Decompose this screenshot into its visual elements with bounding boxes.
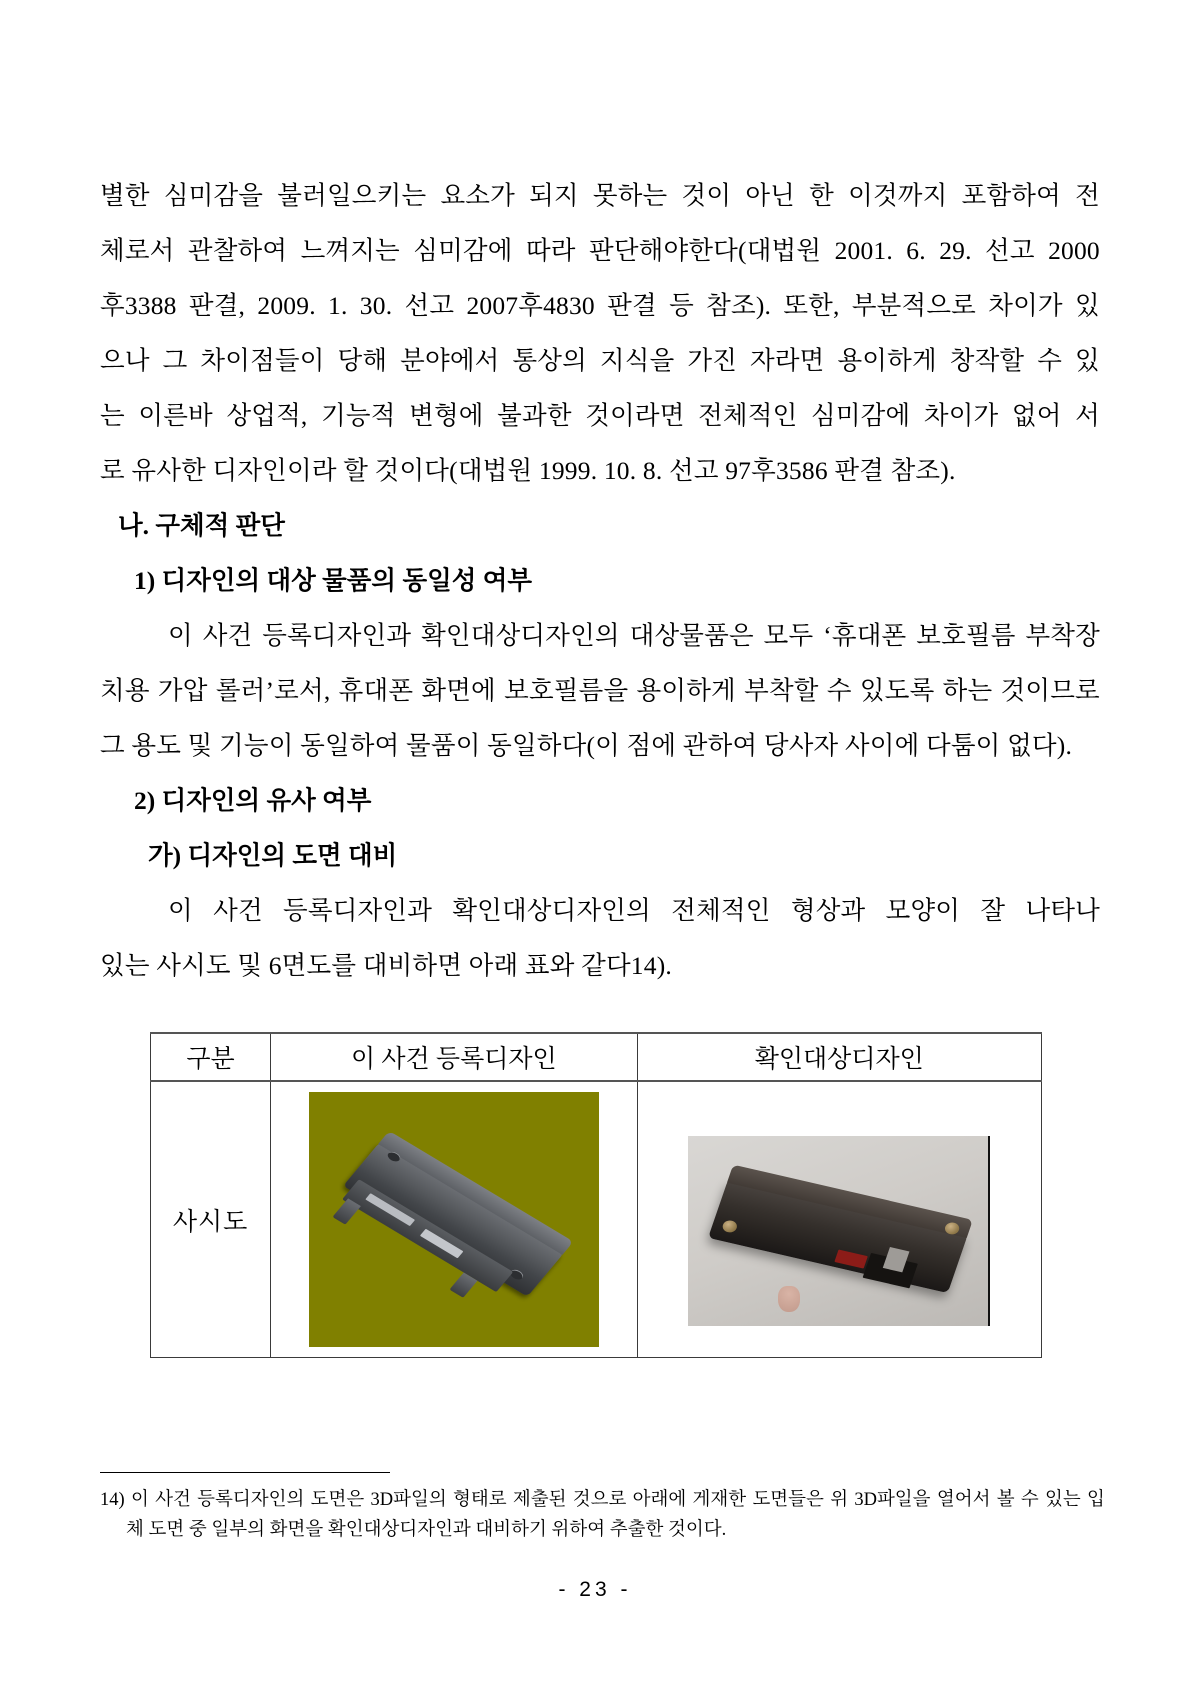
paragraph-line <box>100 663 1100 718</box>
text-token: 대상물품은 <box>629 621 754 650</box>
paragraph-line <box>100 168 1100 223</box>
text-token: 선고 <box>404 291 455 320</box>
paragraph-line <box>100 883 1100 938</box>
text-token: 그 <box>162 346 188 375</box>
text-token: 1. <box>328 291 348 320</box>
text-token: 있 <box>1075 346 1100 375</box>
roller-body-photo <box>708 1179 968 1293</box>
paragraph-line: 로 유사한 디자인이라 할 것이다(대법원 1999. 10. 8. 선고 97후3586 판결 참조). <box>100 456 956 485</box>
text-token: 화면에 <box>421 676 496 705</box>
table-header-accused-design: 확인대상디자인 <box>637 1033 1041 1081</box>
text-token: 포함하여 <box>961 181 1061 210</box>
roller-red-marker <box>835 1250 868 1269</box>
text-token: 후3388 <box>100 291 177 320</box>
text-token: 등록디자인과 <box>262 621 412 650</box>
cell-registered-design-image <box>271 1081 637 1358</box>
text-token: 전체적인 <box>671 896 771 925</box>
text-token: 가압 <box>157 676 208 705</box>
text-token: 보호필름을 <box>504 676 629 705</box>
paragraph-line: 있는 사시도 및 6면도를 대비하면 아래 표와 같다14). <box>100 951 672 980</box>
paragraph-line <box>100 608 1100 663</box>
paragraph-block-3 <box>100 883 1100 993</box>
text-token: 자라면 <box>750 346 825 375</box>
text-token: 부착할 <box>744 676 819 705</box>
text-token: 전체적인 <box>698 401 798 430</box>
text-token: 것이므로 <box>1000 676 1100 705</box>
footnote-token: 수 <box>1020 1490 1039 1510</box>
text-token: 보호필름 <box>916 621 1016 650</box>
text-token: 형상과 <box>790 896 866 925</box>
text-token: 수 <box>1037 346 1063 375</box>
footnote-token: 3D파일의 <box>370 1490 447 1510</box>
text-token: 심미감을 <box>163 181 264 210</box>
roller-brass-pin-left-icon <box>721 1219 739 1234</box>
text-token: 차이가 <box>923 401 999 430</box>
text-token: 차이점들이 <box>200 346 325 375</box>
text-token: 한 <box>809 181 834 210</box>
text-token: 분야에서 <box>400 346 500 375</box>
text-token: 서 <box>1075 401 1100 430</box>
text-token: 나타나 <box>1025 896 1100 925</box>
text-token: 판결, <box>188 291 246 320</box>
text-token: 못하는 <box>592 181 668 210</box>
footnote-section <box>100 1472 1105 1545</box>
heading-item-2: 2) 디자인의 유사 여부 <box>134 786 372 815</box>
footnote-token: 위 <box>830 1490 849 1510</box>
paragraph-line <box>100 278 1100 333</box>
paragraph-line <box>100 333 1100 388</box>
footnote-text <box>100 1485 1105 1545</box>
text-token: 있도록 <box>859 676 935 705</box>
registered-design-render <box>309 1092 599 1347</box>
text-token: 심미감에 <box>810 401 911 430</box>
text-token: 전 <box>1075 181 1100 210</box>
text-token: 불과한 <box>497 401 572 430</box>
footnote-token: 입 <box>1087 1490 1105 1510</box>
text-token: 2001. <box>834 236 893 265</box>
text-token: 따라 <box>525 236 576 265</box>
text-token: 참조). <box>706 291 772 320</box>
text-token: 2009. <box>257 291 316 320</box>
text-token: 용이하게 <box>837 346 937 375</box>
text-token: 가진 <box>687 346 738 375</box>
footnote-token: 14) <box>100 1490 125 1510</box>
footnote-token: 형태로 <box>452 1490 507 1510</box>
footnote-line <box>100 1485 1105 1515</box>
text-token: 사건 <box>213 896 263 925</box>
footnote-separator-rule <box>100 1472 390 1473</box>
text-token: 심미감에 <box>413 236 513 265</box>
text-token: 별한 <box>100 181 150 210</box>
table-row <box>151 1081 1042 1358</box>
text-token: 차이가 <box>988 291 1063 320</box>
text-token: 있 <box>1075 291 1100 320</box>
paragraph-line <box>100 388 1100 443</box>
footnote-token: 열어서 <box>936 1490 991 1510</box>
accused-design-photo <box>688 1136 990 1326</box>
footnote-token: 이 <box>130 1490 149 1510</box>
text-token: 29. <box>939 236 972 265</box>
text-token: 잘 <box>980 896 1006 925</box>
page-number: - 23 - <box>558 1578 632 1601</box>
paragraph-block-1 <box>100 168 1100 498</box>
roller-photo-top-face <box>727 1165 973 1238</box>
text-token: 느껴지는 <box>300 236 400 265</box>
text-token: 롤러’로서, <box>215 676 331 705</box>
heading-na: 나. 구체적 판단 <box>118 511 285 540</box>
page-body-content <box>100 168 1100 993</box>
text-token: 당해 <box>337 346 388 375</box>
footnote-token: 등록디자인의 <box>197 1490 305 1510</box>
text-token: 모양이 <box>885 896 961 925</box>
table-header-registered-design: 이 사건 등록디자인 <box>271 1033 637 1081</box>
text-token: 수 <box>826 676 852 705</box>
text-token: 것이 <box>681 181 732 210</box>
text-token: 2007후4830 <box>466 291 595 320</box>
text-token: 확인대상디자인의 <box>452 896 651 925</box>
footnote-token: 것으로 <box>572 1490 627 1510</box>
text-token: 용이하게 <box>636 676 736 705</box>
design-comparison-table-wrapper <box>150 1032 1042 1358</box>
text-token: 기능적 <box>321 401 396 430</box>
text-token: 는 <box>100 401 125 430</box>
footnote-token: 도면들은 <box>752 1490 824 1510</box>
paragraph-line <box>100 223 1100 278</box>
text-token: 이 <box>168 896 193 925</box>
text-token: 치용 <box>100 676 150 705</box>
footnote-line: 체 도면 중 일부의 화면을 확인대상디자인과 대비하기 위하여 추출한 것이다. <box>126 1520 727 1540</box>
text-token: 변형에 <box>409 401 484 430</box>
text-token: 상업적, <box>226 401 308 430</box>
text-token: 지식을 <box>599 346 675 375</box>
text-token: 6. <box>906 236 926 265</box>
text-token: 이른바 <box>138 401 213 430</box>
text-token: 이 <box>168 621 193 650</box>
text-token: 2000 <box>1048 236 1100 265</box>
row-label-perspective-view: 사시도 <box>151 1081 271 1358</box>
footnote-token: 3D파일을 <box>854 1490 931 1510</box>
footnote-token: 게재한 <box>692 1490 747 1510</box>
cell-accused-design-image <box>637 1081 1041 1358</box>
text-token: 판단해야한다(대법원 <box>589 236 822 265</box>
text-token: 으나 <box>100 346 150 375</box>
footnote-token: 아래에 <box>632 1490 687 1510</box>
text-token: 확인대상디자인의 <box>421 621 620 650</box>
text-token: 30. <box>359 291 393 320</box>
design-comparison-table <box>150 1032 1042 1358</box>
footnote-token: 있는 <box>1045 1490 1081 1510</box>
text-token: 사건 <box>202 621 253 650</box>
roller-body-3d <box>343 1140 565 1296</box>
text-token: 모두 <box>763 621 814 650</box>
text-token: 것이라면 <box>585 401 685 430</box>
footnote-token: 제출된 <box>512 1490 567 1510</box>
text-token: 관찰하여 <box>187 236 288 265</box>
text-token: 통상의 <box>512 346 587 375</box>
text-token: 부착장 <box>1025 621 1100 650</box>
text-token: 없어 <box>1011 401 1062 430</box>
text-token: 등록디자인과 <box>283 896 433 925</box>
heading-item-ga: 가) 디자인의 도면 대비 <box>148 841 398 870</box>
text-token: 요소가 <box>440 181 515 210</box>
text-token: 불러일으키는 <box>277 181 427 210</box>
paragraph-line: 그 용도 및 기능이 동일하여 물품이 동일하다(이 점에 관하여 당사자 사이에 다툼이 없다). <box>100 731 1073 760</box>
photo-foot-detail <box>778 1286 800 1312</box>
text-token: 창작할 <box>949 346 1025 375</box>
text-token: 선고 <box>985 236 1035 265</box>
text-token: 등 <box>669 291 694 320</box>
text-token: 이것까지 <box>848 181 948 210</box>
table-header-row <box>151 1033 1042 1081</box>
paragraph-block-2 <box>100 608 1100 773</box>
text-token: ‘휴대폰 <box>823 621 907 650</box>
text-token: 판결 <box>607 291 657 320</box>
text-token: 휴대폰 <box>338 676 414 705</box>
table-header-category: 구분 <box>151 1033 271 1081</box>
text-token: 부분적으로 <box>851 291 977 320</box>
text-token: 아닌 <box>745 181 796 210</box>
text-token: 또한, <box>783 291 840 320</box>
heading-item-1: 1) 디자인의 대상 물품의 동일성 여부 <box>134 566 532 595</box>
footnote-token: 사건 <box>155 1490 191 1510</box>
footnote-token: 볼 <box>996 1490 1015 1510</box>
footnote-token: 도면은 <box>310 1490 365 1510</box>
text-token: 체로서 <box>100 236 175 265</box>
text-token: 하는 <box>942 676 993 705</box>
text-token: 되지 <box>529 181 579 210</box>
